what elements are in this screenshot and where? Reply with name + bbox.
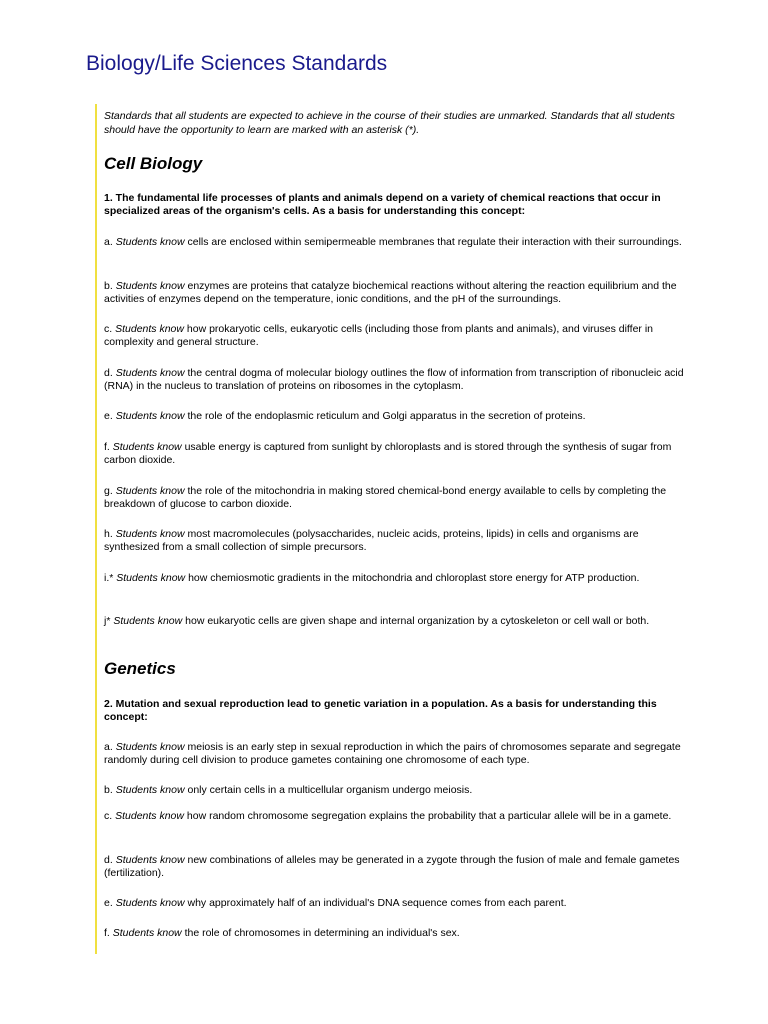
list-item: e. Students know why approximately half of an individual's DNA sequence comes from each parent. — [104, 897, 567, 909]
section-title-genetics: Genetics — [104, 659, 176, 678]
list-item: f. Students know the role of chromosomes in determining an individual's sex. — [104, 927, 460, 939]
intro-text: Standards that all students are expected to achieve in the course of their studies are unmarked. Standards that all students should have the opportunity to learn are marked with an asterisk (*). — [104, 110, 675, 136]
concept-statement: 1. The fundamental life processes of plants and animals depend on a variety of chemical reactions that occur in specialized areas of the organism's cells. As a basis for understanding this concept: — [104, 192, 661, 217]
list-item: b. Students know enzymes are proteins that catalyze biochemical reactions without altering the reaction equilibrium and the activities of enzymes depend on the temperature, ionic conditions, and the pH of the surroundings. — [104, 280, 677, 305]
list-item: d. Students know new combinations of alleles may be generated in a zygote through the fusion of male and female gametes (fertilization). — [104, 854, 680, 879]
list-item: j* Students know how eukaryotic cells are given shape and internal organization by a cytoskeleton or cell wall or both. — [104, 615, 650, 627]
section-title-cell-biology: Cell Biology — [104, 154, 203, 173]
list-item: h. Students know most macromolecules (polysaccharides, nucleic acids, proteins, lipids) in cells and organisms are synthesized from a small collection of simple precursors. — [104, 528, 639, 553]
list-item: b. Students know only certain cells in a multicellular organism undergo meiosis. — [104, 784, 473, 796]
list-item: g. Students know the role of the mitochondria in making stored chemical-bond energy available to cells by completing the breakdown of glucose to carbon dioxide. — [104, 485, 667, 510]
concept-statement: 2. Mutation and sexual reproduction lead to genetic variation in a population. As a basis for understanding this concept: — [104, 698, 657, 723]
list-item: i.* Students know how chemiosmotic gradients in the mitochondria and chloroplast store energy for ATP production. — [104, 572, 640, 584]
list-item: e. Students know the role of the endoplasmic reticulum and Golgi apparatus in the secretion of proteins. — [104, 410, 586, 422]
list-item: c. Students know how prokaryotic cells, eukaryotic cells (including those from plants and animals), and viruses differ in complexity and general structure. — [104, 323, 654, 348]
list-item: f. Students know usable energy is captured from sunlight by chloroplasts and is stored through the synthesis of sugar from carbon dioxide. — [104, 441, 672, 466]
page-title: Biology/Life Sciences Standards — [86, 52, 388, 75]
list-item: a. Students know cells are enclosed within semipermeable membranes that regulate their interaction with their surroundings. — [104, 236, 682, 248]
list-item: d. Students know the central dogma of molecular biology outlines the flow of information from transcription of ribonucleic acid (RNA) in the nucleus to translation of proteins on ribosomes in the cytoplasm. — [104, 367, 684, 392]
list-item: c. Students know how random chromosome segregation explains the probability that a particular allele will be in a gamete. — [104, 810, 672, 822]
list-item: a. Students know meiosis is an early step in sexual reproduction in which the pairs of chromosomes separate and segregate randomly during cell division to produce gametes containing one chromosome of each type. — [104, 741, 681, 766]
standards-content — [95, 104, 685, 954]
